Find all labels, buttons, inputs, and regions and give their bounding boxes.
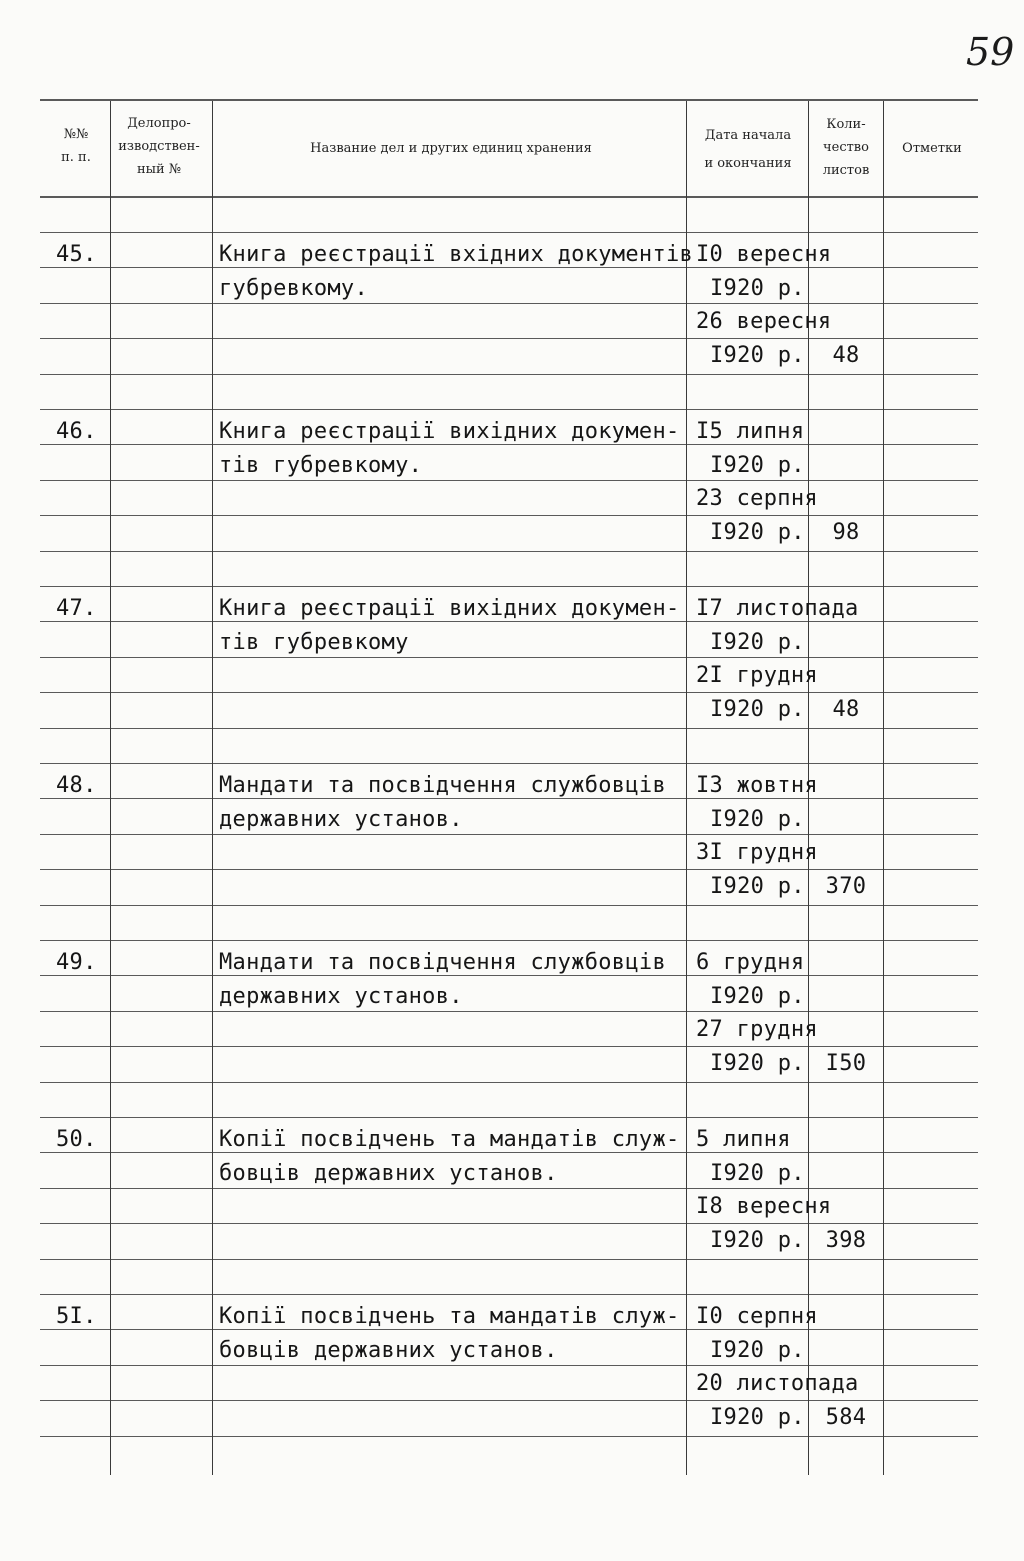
header-office-line: ный № <box>136 162 182 177</box>
entry-date-line: I5 липня <box>696 419 805 444</box>
header-office-num <box>114 112 204 181</box>
header-dates <box>688 122 808 178</box>
rule-line <box>40 1117 978 1118</box>
entry-title-line: Копії посвідчень та мандатів служ- <box>219 1127 680 1152</box>
rule-line <box>40 692 978 693</box>
rule-line <box>40 374 978 375</box>
entry-title-line: тів губревкому. <box>219 452 423 478</box>
entry-title-line: бовців державних установ. <box>219 1160 558 1186</box>
entry-date-line: I8 вересня <box>696 1194 832 1219</box>
rule-line <box>40 1294 978 1295</box>
header-num-line: п. п. <box>61 150 91 165</box>
rule-line <box>40 1259 978 1260</box>
rule-line <box>40 196 978 198</box>
rule-line <box>40 303 978 304</box>
entry-date-line: I920 р. <box>710 275 805 301</box>
entry-date-line: 6 грудня <box>696 950 805 975</box>
header-dates-line: и окончания <box>704 156 792 171</box>
entry-date-line: I920 р. <box>710 1404 805 1430</box>
rule-line <box>40 1223 978 1224</box>
entry-sheet-count: 48 <box>832 342 860 368</box>
entry-number: 46. <box>56 419 97 444</box>
rule-line <box>40 1082 978 1083</box>
entry-date-line: 5 липня <box>696 1127 791 1152</box>
rule-line <box>40 515 978 516</box>
entry-title-line: Книга реєстрації вихідних докумен- <box>219 596 680 621</box>
rule-line <box>40 409 978 410</box>
entry-date-line: 3I грудня <box>696 840 818 865</box>
entry-date-line: I920 р. <box>710 983 805 1009</box>
rule-line <box>40 551 978 552</box>
header-office-line: Делопро- <box>127 116 191 131</box>
entry-number: 45. <box>56 242 97 267</box>
column-divider <box>212 101 213 1475</box>
entry-date-line: I920 р. <box>710 452 805 478</box>
entry-title-line: бовців державних установ. <box>219 1337 558 1363</box>
entry-title-line: державних установ. <box>219 806 463 832</box>
rule-line <box>40 1436 978 1437</box>
header-office-line: изводствен- <box>118 139 200 154</box>
entry-date-line: I3 жовтня <box>696 773 818 798</box>
entry-title-line: губревкому. <box>219 275 368 301</box>
header-num <box>50 123 102 169</box>
rule-line <box>40 834 978 835</box>
entry-title-line: Мандати та посвідчення службовців <box>219 950 666 975</box>
rule-line <box>40 1188 978 1189</box>
entry-title-line: Книга реєстрації вхідних документів <box>219 242 694 267</box>
entry-title-line: державних установ. <box>219 983 463 1009</box>
entry-number: 47. <box>56 596 97 621</box>
entry-title-line: тів губревкому <box>219 629 409 655</box>
entry-number: 49. <box>56 950 97 975</box>
entry-date-line: I920 р. <box>710 696 805 722</box>
entry-title-line: Копії посвідчень та мандатів служ- <box>219 1304 680 1329</box>
header-title: Название дел и других единиц хранения <box>310 141 592 156</box>
rule-line <box>40 905 978 906</box>
entry-date-line: I920 р. <box>710 519 805 545</box>
header-count-line: Коли- <box>826 117 866 132</box>
rule-line <box>40 1046 978 1047</box>
rule-line <box>40 869 978 870</box>
entry-sheet-count: 98 <box>832 519 860 545</box>
entry-sheet-count: 584 <box>825 1404 867 1430</box>
header-count <box>810 113 882 182</box>
entry-date-line: 27 грудня <box>696 1017 818 1042</box>
entry-number: 48. <box>56 773 97 798</box>
rule-line <box>40 232 978 233</box>
entry-date-line: 2I грудня <box>696 663 818 688</box>
entry-date-line: I920 р. <box>710 1337 805 1363</box>
header-notes: Отметки <box>902 141 962 156</box>
entry-date-line: I920 р. <box>710 873 805 899</box>
entry-date-line: I920 р. <box>710 806 805 832</box>
rule-line <box>40 1365 978 1366</box>
entry-title-line: Книга реєстрації вихідних докумен- <box>219 419 680 444</box>
column-divider <box>883 101 884 1475</box>
entry-date-line: 26 вересня <box>696 309 832 334</box>
rule-line <box>40 99 978 101</box>
rule-line <box>40 480 978 481</box>
entry-sheet-count: 398 <box>825 1227 867 1253</box>
entry-number: 5I. <box>56 1304 97 1329</box>
column-divider <box>686 101 687 1475</box>
header-count-line: листов <box>822 163 870 178</box>
entry-date-line: I920 р. <box>710 629 805 655</box>
column-divider <box>110 101 111 1475</box>
entry-date-line: I920 р. <box>710 1160 805 1186</box>
rule-line <box>40 1400 978 1401</box>
entry-sheet-count: 370 <box>825 873 867 899</box>
header-dates-line: Дата начала <box>704 128 792 143</box>
rule-line <box>40 728 978 729</box>
rule-line <box>40 657 978 658</box>
entry-sheet-count: 48 <box>832 696 860 722</box>
header-count-line: чество <box>823 140 869 155</box>
header-num-line: №№ <box>63 127 89 142</box>
entry-title-line: Мандати та посвідчення службовців <box>219 773 666 798</box>
entry-date-line: I920 р. <box>710 342 805 368</box>
entry-date-line: I0 серпня <box>696 1304 818 1329</box>
rule-line <box>40 338 978 339</box>
rule-line <box>40 1011 978 1012</box>
entry-sheet-count: I50 <box>825 1050 867 1076</box>
entry-date-line: I920 р. <box>710 1050 805 1076</box>
rule-line <box>40 586 978 587</box>
rule-line <box>40 940 978 941</box>
entry-number: 50. <box>56 1127 97 1152</box>
entry-date-line: I0 вересня <box>696 242 832 267</box>
entry-date-line: 20 листопада <box>696 1371 859 1396</box>
rule-line <box>40 763 978 764</box>
entry-date-line: I7 листопада <box>696 596 859 621</box>
page-number: 59 <box>966 30 1015 74</box>
entry-date-line: 23 серпня <box>696 486 818 511</box>
entry-date-line: I920 р. <box>710 1227 805 1253</box>
